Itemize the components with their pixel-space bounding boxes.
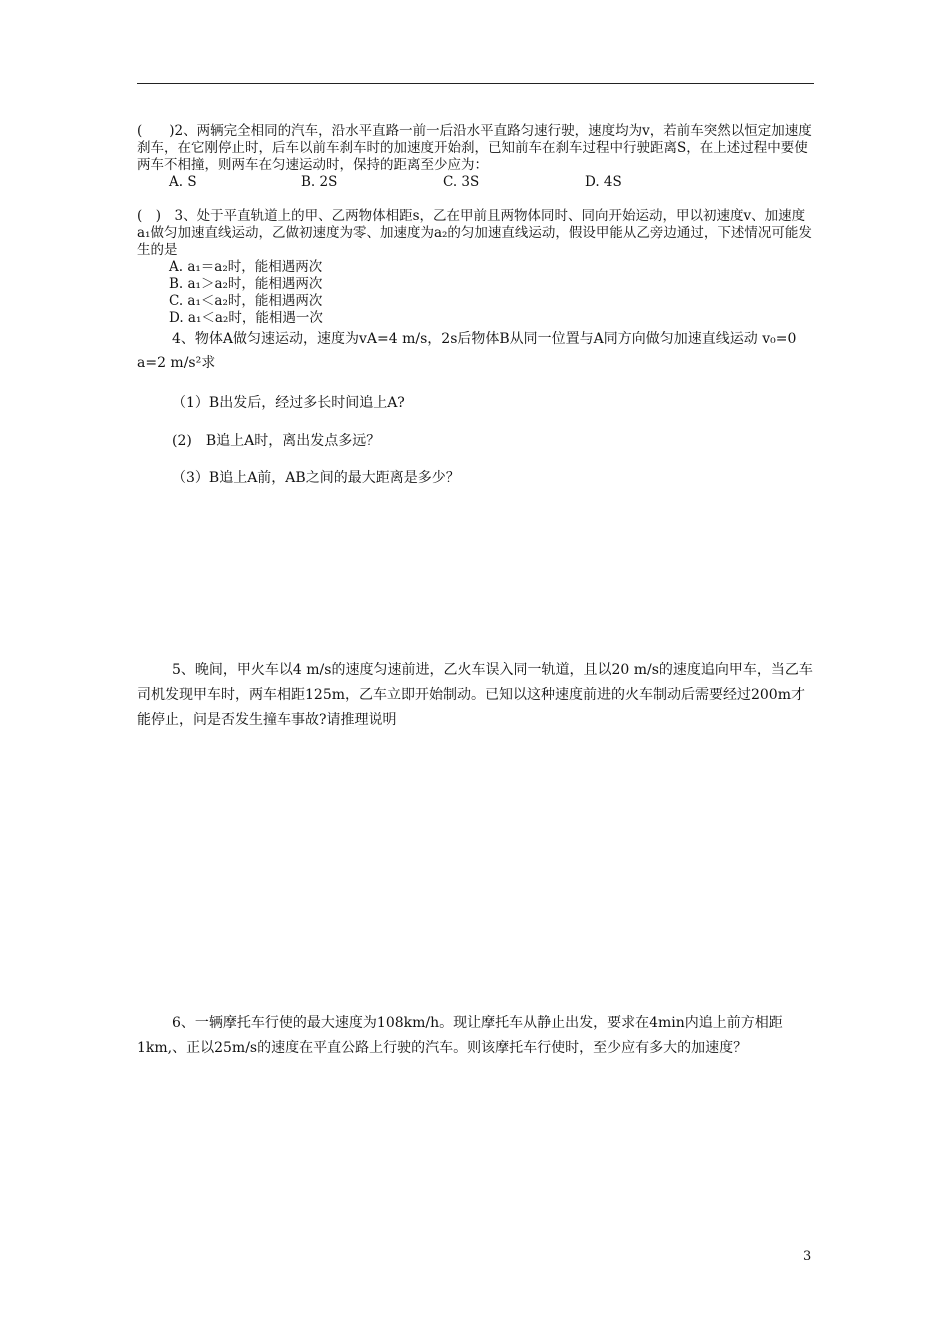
question-5-text: 5、晚间，甲火车以4 m/s的速度匀速前进，乙火车误入同一轨道，且以20 m/s的速度追向甲车，当乙车司机发现甲车时，两车相距125m，乙车立即开始制动。已知以这种速度前进的火车制动后需要经过200m才能停止，问是否发生撞车事故?请推理说明 [137,662,813,728]
option-c: C. 3S [443,174,480,190]
question-6-text: 6、一辆摩托车行使的最大速度为108km/h。现让摩托车从静止出发，要求在4min内追上前方相距1km,、正以25m/s的速度在平直公路上行驶的汽车。则该摩托车行使时，至少应有多大的加速度？ [137,1015,783,1056]
option-b: B. 2S [301,174,338,190]
option-d: D. 4S [585,174,622,190]
question-3 [137,208,814,327]
question-4-sub-2: (2) B追上A时，离出发点多远？ [172,433,381,449]
option-b: B. a₁＞a₂时，能相遇两次 [169,276,323,292]
option-a: A. a₁＝a₂时，能相遇两次 [169,259,323,275]
question-4-text: 4、物体A做匀速运动，速度为vA=4 m/s，2s后物体B从同一位置与A同方向做匀加速直线运动 v₀=0 a=2 m/s²求 [137,331,811,371]
question-2-text: ( )2、两辆完全相同的汽车，沿水平直路一前一后沿水平直路匀速行驶，速度均为v，若前车突然以恒定加速度刹车，在它刚停止时，后车以前车刹车时的加速度开始刹，已知前车在刹车过程中行驶距离S，在上述过程中要使两车不相撞，则两车在匀速运动时，保持的距离至少应为： [137,123,812,173]
option-a: A. S [169,174,197,190]
question-4-sub-1: （1）B出发后，经过多长时间追上A? [172,395,405,411]
question-3-text: ( ) 3、处于平直轨道上的甲、乙两物体相距s，乙在甲前且两物体同时、同向开始运动，甲以初速度v、加速度a₁做匀加速直线运动，乙做初速度为零、加速度为a₂的匀加速直线运动，假设甲能从乙旁边通过，下述情况可能发生的是 [137,208,812,258]
option-d: D. a₁＜a₂时，能相遇一次 [169,310,323,326]
option-c: C. a₁＜a₂时，能相遇两次 [169,293,323,309]
question-2 [137,123,814,191]
question-4-sub-3: （3）B追上A前，AB之间的最大距离是多少？ [172,470,460,486]
question-2-options [137,174,814,191]
page-number: 3 [803,1249,812,1264]
header-rule [137,83,814,84]
question-3-options [137,259,814,327]
